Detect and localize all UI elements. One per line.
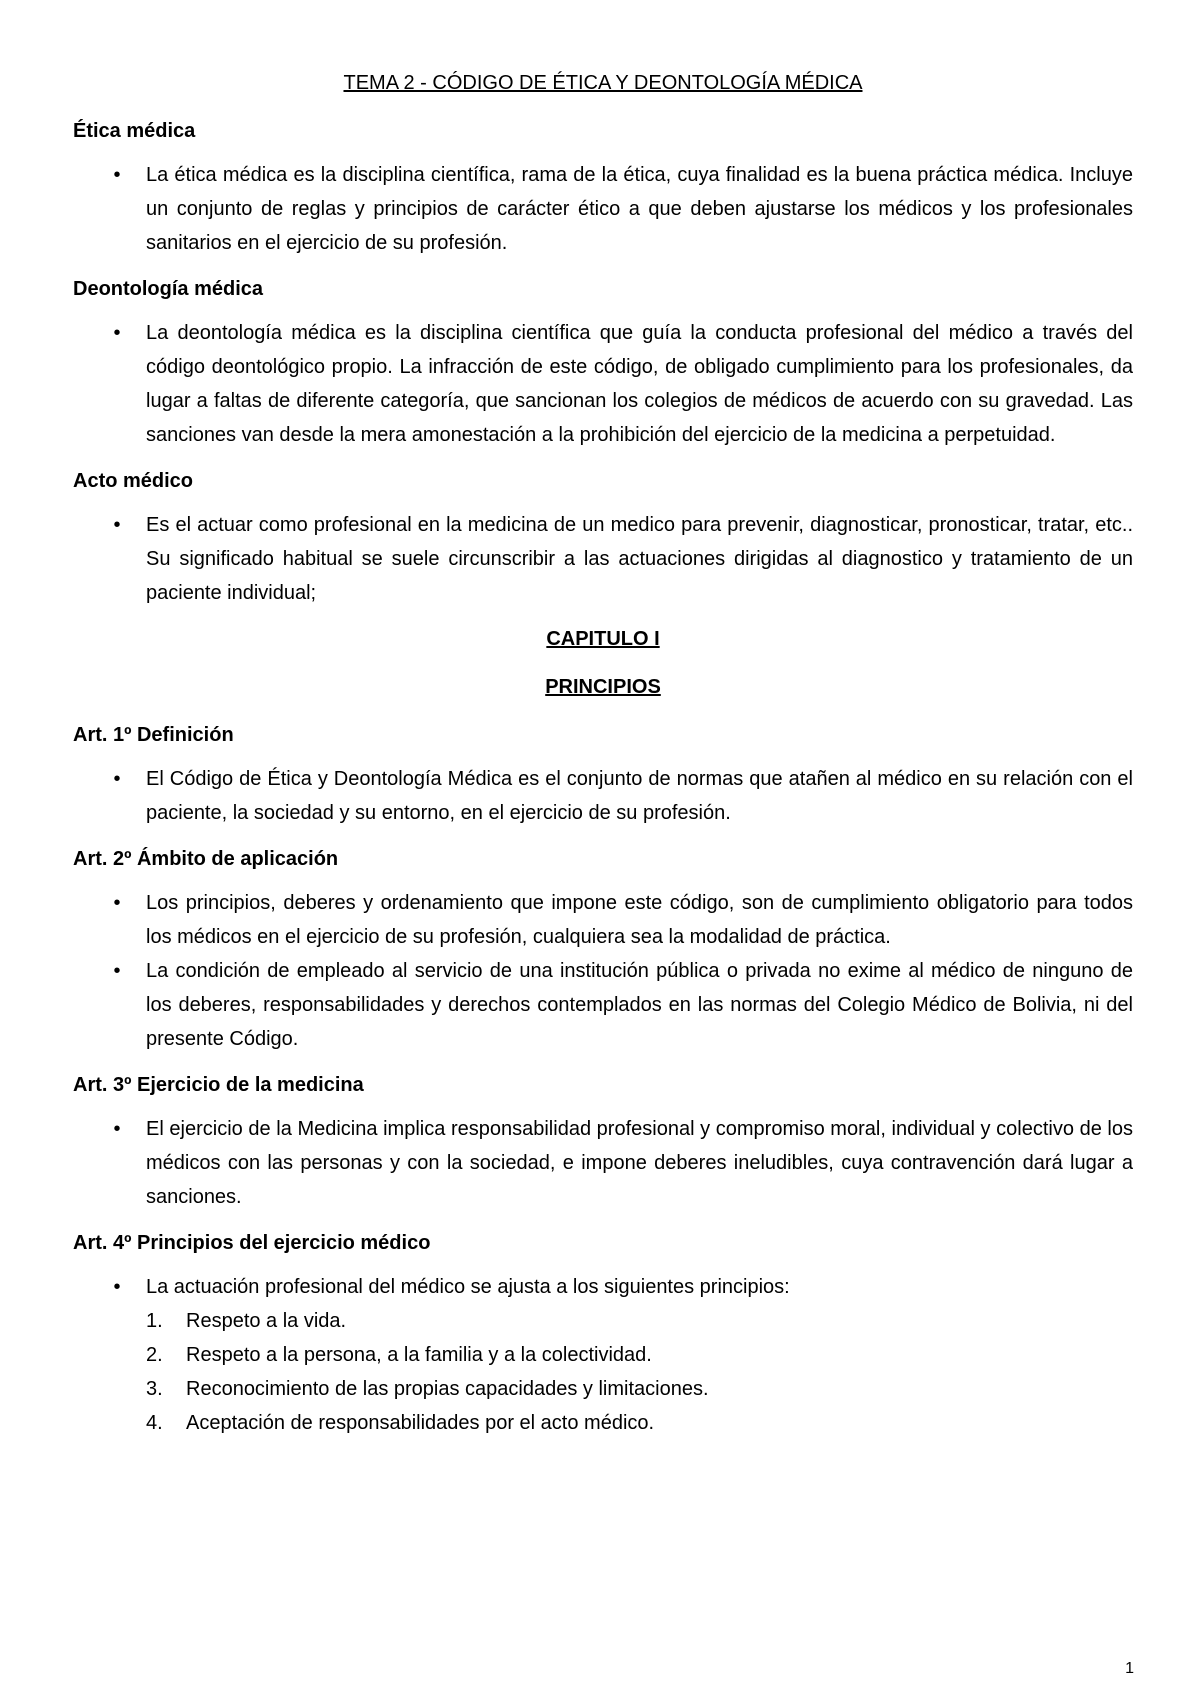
list-item-text: La deontología médica es la disciplina científica que guía la conducta profesional del médico a través del código deontológico propio. La infracción de este código, de obligado cumplimiento para los profesionales, da lugar a faltas de diferente categoría, que sancionan los colegios de médicos de acuerdo con su gravedad. Las sanciones van desde la mera amonestación a la prohibición del ejercicio de la medicina a perpetuidad. (146, 322, 1133, 446)
list-item-text: La condición de empleado al servicio de una institución pública o privada no exime al médico de ninguno de los deberes, responsabilidades y derechos contemplados en las normas del Colegio Médico de Bolivia, ni del presente Código. (146, 960, 1133, 1050)
principle-item (146, 1338, 1133, 1372)
principle-text: Aceptación de responsabilidades por el acto médico. (186, 1412, 655, 1434)
bullet-list-deontologia (73, 316, 1133, 452)
section-heading-deontologia: Deontología médica (73, 278, 264, 300)
section-heading-acto: Acto médico (73, 470, 194, 492)
list-item (73, 1112, 1133, 1214)
principle-number: 4. (146, 1412, 163, 1434)
bullet-list-art1 (73, 762, 1133, 830)
bullet-icon: • (113, 768, 121, 790)
principle-number: 1. (146, 1310, 163, 1332)
list-item (73, 158, 1133, 260)
article-heading-4: Art. 4º Principios del ejercicio médico (73, 1232, 431, 1254)
bullet-icon: • (113, 514, 121, 536)
bullet-list-etica (73, 158, 1133, 260)
principle-item (146, 1406, 1133, 1440)
list-item (73, 886, 1133, 954)
bullet-icon: • (113, 322, 121, 344)
page-number: 1 (1125, 1660, 1134, 1677)
bullet-icon: • (113, 164, 121, 186)
article-heading-2: Art. 2º Ámbito de aplicación (73, 848, 339, 870)
list-item (73, 762, 1133, 830)
bullet-list-art2 (73, 886, 1133, 1056)
document-page (73, 70, 1133, 1440)
list-item-text: La actuación profesional del médico se ajusta a los siguientes principios: (146, 1276, 790, 1298)
bullet-icon: • (113, 1276, 121, 1298)
principle-number: 2. (146, 1344, 163, 1366)
principle-item (146, 1372, 1133, 1406)
bullet-list-art4 (73, 1270, 1133, 1304)
principles-list (73, 1304, 1133, 1440)
bullet-list-art3 (73, 1112, 1133, 1214)
list-item (73, 508, 1133, 610)
principle-text: Respeto a la vida. (186, 1310, 347, 1332)
list-item-text: Es el actuar como profesional en la medicina de un medico para prevenir, diagnosticar, pronosticar, tratar, etc.. Su significado habitual se suele circunscribir a las actuaciones dirigidas al diagnostico y tratamiento de un paciente individual; (146, 514, 1133, 604)
document-title: TEMA 2 - CÓDIGO DE ÉTICA Y DEONTOLOGÍA MÉDICA (343, 72, 863, 94)
bullet-icon: • (113, 1118, 121, 1140)
bullet-list-acto (73, 508, 1133, 610)
list-item (73, 316, 1133, 452)
list-item-text: Los principios, deberes y ordenamiento que impone este código, son de cumplimiento obligatorio para todos los médicos en el ejercicio de su profesión, cualquiera sea la modalidad de práctica. (146, 892, 1133, 948)
principle-text: Reconocimiento de las propias capacidades y limitaciones. (186, 1378, 709, 1400)
chapter-title: CAPITULO I (546, 628, 660, 650)
list-item-text: La ética médica es la disciplina científica, rama de la ética, cuya finalidad es la buena práctica médica. Incluye un conjunto de reglas y principios de carácter ético a que deben ajustarse los médicos y los profesionales sanitarios en el ejercicio de su profesión. (146, 164, 1133, 254)
section-heading-etica: Ética médica (73, 120, 196, 142)
principle-item (146, 1304, 1133, 1338)
bullet-icon: • (113, 960, 121, 982)
list-item-text: El Código de Ética y Deontología Médica es el conjunto de normas que atañen al médico en su relación con el paciente, la sociedad y su entorno, en el ejercicio de su profesión. (146, 768, 1133, 824)
chapter-subtitle: PRINCIPIOS (545, 676, 661, 698)
bullet-icon: • (113, 892, 121, 914)
article-heading-3: Art. 3º Ejercicio de la medicina (73, 1074, 364, 1096)
article-heading-1: Art. 1º Definición (73, 724, 234, 746)
principle-text: Respeto a la persona, a la familia y a la colectividad. (186, 1344, 652, 1366)
list-item-text: El ejercicio de la Medicina implica responsabilidad profesional y compromiso moral, individual y colectivo de los médicos con las personas y con la sociedad, e impone deberes ineludibles, cuya contravención dará lugar a sanciones. (146, 1118, 1133, 1208)
list-item (73, 1270, 1133, 1304)
list-item (73, 954, 1133, 1056)
principle-number: 3. (146, 1378, 163, 1400)
